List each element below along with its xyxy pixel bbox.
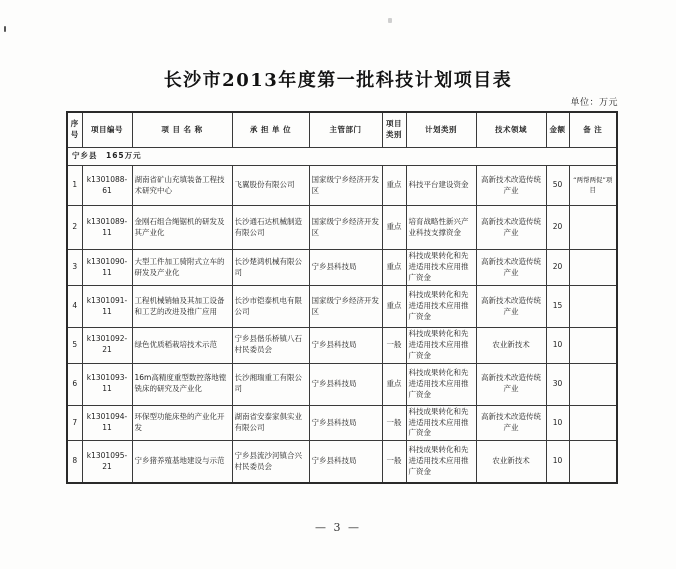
cell-tech-field: 高新技术改造传统产业 (476, 166, 546, 206)
header-plan-type: 计划类别 (406, 112, 476, 148)
cell-plan-type: 科技成果转化和先进适用技术应用推广资金 (406, 441, 476, 483)
cell-seq: 4 (67, 286, 82, 328)
section-row (67, 148, 617, 166)
cell-plan-type: 科技成果转化和先进适用技术应用推广资金 (406, 363, 476, 405)
header-tech-field: 技术领域 (476, 112, 546, 148)
cell-amount: 30 (546, 363, 569, 405)
unit-note: 单位：万元 (570, 98, 618, 108)
cell-remark (569, 206, 617, 250)
cell-project-code: k1301088-61 (82, 166, 132, 206)
table-row (67, 363, 617, 405)
cell-plan-type: 科技成果转化和先进适用技术应用推广资金 (406, 405, 476, 441)
cell-undertaker: 长沙市铠泰机电有限公司 (232, 286, 309, 328)
cell-category: 一般 (382, 441, 406, 483)
cell-tech-field: 高新技术改造传统产业 (476, 286, 546, 328)
cell-department: 宁乡县科技局 (309, 441, 382, 483)
cell-seq: 7 (67, 405, 82, 441)
cell-remark (569, 405, 617, 441)
cell-plan-type: 科技成果转化和先进适用技术应用推广资金 (406, 286, 476, 328)
header-remark: 备 注 (569, 112, 617, 148)
cell-plan-type: 科技平台建设资金 (406, 166, 476, 206)
cell-project-name: 大型工件加工骑附式立车的研发及产业化 (132, 250, 232, 286)
table-body (67, 148, 617, 483)
cell-department: 宁乡县科技局 (309, 405, 382, 441)
cell-undertaker: 长沙通石达机械制造有限公司 (232, 206, 309, 250)
cell-project-code: k1301090-11 (82, 250, 132, 286)
cell-category: 一般 (382, 405, 406, 441)
header-undertaker: 承 担 单 位 (232, 112, 309, 148)
cell-category: 重点 (382, 206, 406, 250)
table-row (67, 441, 617, 483)
cell-tech-field: 农业新技术 (476, 328, 546, 364)
cell-undertaker: 长沙湘瑞重工有限公司 (232, 363, 309, 405)
cell-amount: 20 (546, 206, 569, 250)
cell-project-name: 绿色优质稻栽培技术示范 (132, 328, 232, 364)
cell-category: 重点 (382, 286, 406, 328)
cell-seq: 5 (67, 328, 82, 364)
table-row (67, 405, 617, 441)
cell-amount: 15 (546, 286, 569, 328)
table-row (67, 328, 617, 364)
cell-tech-field: 高新技术改造传统产业 (476, 363, 546, 405)
cell-seq: 6 (67, 363, 82, 405)
scan-artifact (4, 26, 6, 32)
cell-project-code: k1301094-11 (82, 405, 132, 441)
cell-undertaker: 宁乡县流沙河镇合兴村民委员会 (232, 441, 309, 483)
cell-project-code: k1301091-11 (82, 286, 132, 328)
cell-tech-field: 高新技术改造传统产业 (476, 250, 546, 286)
cell-amount: 10 (546, 405, 569, 441)
cell-undertaker: 宁乡县偕乐桥镇八石村民委员会 (232, 328, 309, 364)
cell-undertaker: 长沙楚鸿机械有限公司 (232, 250, 309, 286)
header-project-name: 项 目 名 称 (132, 112, 232, 148)
cell-project-code: k1301093-11 (82, 363, 132, 405)
cell-plan-type: 培育战略性新兴产业科技支撑资金 (406, 206, 476, 250)
cell-category: 一般 (382, 328, 406, 364)
cell-remark (569, 250, 617, 286)
cell-department: 宁乡县科技局 (309, 363, 382, 405)
cell-tech-field: 高新技术改造传统产业 (476, 405, 546, 441)
document-title: 长沙市2013年度第一批科技计划项目表 (163, 70, 513, 91)
table-row (67, 286, 617, 328)
table-row (67, 206, 617, 250)
header-seq: 序号 (67, 112, 82, 148)
cell-seq: 3 (67, 250, 82, 286)
cell-seq: 8 (67, 441, 82, 483)
header-amount: 金额 (546, 112, 569, 148)
table-row (67, 250, 617, 286)
cell-remark (569, 441, 617, 483)
cell-amount: 20 (546, 250, 569, 286)
cell-project-name: 金刚石组合绳锯机的研发及其产业化 (132, 206, 232, 250)
scan-artifact (388, 18, 392, 23)
cell-category: 重点 (382, 166, 406, 206)
cell-amount: 50 (546, 166, 569, 206)
cell-project-name: 16m高精度重型数控落地镗铣床的研究及产业化 (132, 363, 232, 405)
cell-project-name: 湖南省矿山充填装备工程技术研究中心 (132, 166, 232, 206)
header-department: 主管部门 (309, 112, 382, 148)
cell-undertaker: 湖南省安泰家俱实业有限公司 (232, 405, 309, 441)
cell-project-code: k1301095-21 (82, 441, 132, 483)
cell-project-name: 工程机械销轴及其加工设备和工艺的改进及推广应用 (132, 286, 232, 328)
cell-tech-field: 农业新技术 (476, 441, 546, 483)
cell-plan-type: 科技成果转化和先进适用技术应用推广资金 (406, 328, 476, 364)
cell-plan-type: 科技成果转化和先进适用技术应用推广资金 (406, 250, 476, 286)
cell-category: 重点 (382, 363, 406, 405)
cell-department: 宁乡县科技局 (309, 328, 382, 364)
cell-remark: “两帮两促”项目 (569, 166, 617, 206)
cell-seq: 1 (67, 166, 82, 206)
table-header-row (67, 112, 617, 148)
header-project-code: 项目编号 (82, 112, 132, 148)
table-row (67, 166, 617, 206)
cell-amount: 10 (546, 441, 569, 483)
cell-department: 国家级宁乡经济开发区 (309, 206, 382, 250)
cell-amount: 10 (546, 328, 569, 364)
page-number: — 3 — (315, 521, 361, 534)
cell-department: 国家级宁乡经济开发区 (309, 286, 382, 328)
cell-remark (569, 286, 617, 328)
header-category: 项目类别 (382, 112, 406, 148)
cell-remark (569, 363, 617, 405)
cell-project-code: k1301089-11 (82, 206, 132, 250)
cell-department: 国家级宁乡经济开发区 (309, 166, 382, 206)
section-label: 宁乡县 165万元 (67, 148, 617, 166)
cell-project-name: 环保型功能床垫的产业化开发 (132, 405, 232, 441)
cell-category: 重点 (382, 250, 406, 286)
cell-project-code: k1301092-21 (82, 328, 132, 364)
cell-department: 宁乡县科技局 (309, 250, 382, 286)
cell-remark (569, 328, 617, 364)
cell-seq: 2 (67, 206, 82, 250)
cell-undertaker: 飞翼股份有限公司 (232, 166, 309, 206)
cell-tech-field: 高新技术改造传统产业 (476, 206, 546, 250)
cell-project-name: 宁乡猪养殖基地建设与示范 (132, 441, 232, 483)
project-table (66, 111, 618, 484)
